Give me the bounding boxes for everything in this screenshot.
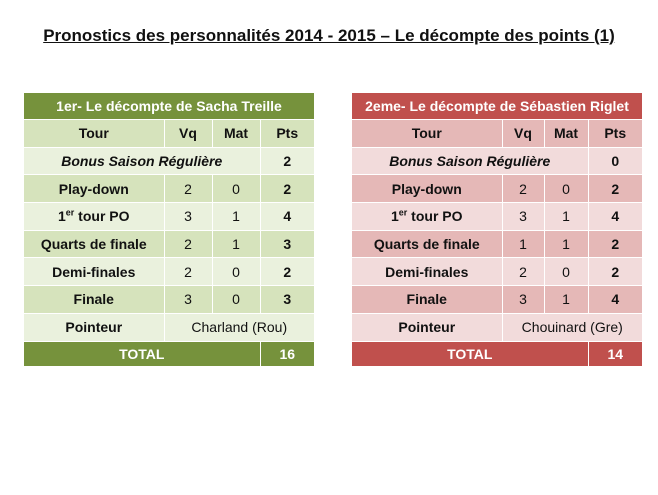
table-row xyxy=(24,203,314,231)
table-row xyxy=(24,258,314,286)
row-pts: 3 xyxy=(260,286,314,314)
bonus-row xyxy=(352,147,642,175)
total-value: 16 xyxy=(260,341,314,366)
total-label: TOTAL xyxy=(352,341,588,366)
col-pts: Pts xyxy=(260,120,314,148)
pointeur-row xyxy=(352,313,642,341)
bonus-pts: 2 xyxy=(260,147,314,175)
row-vq: 2 xyxy=(164,230,212,258)
bonus-label: Bonus Saison Régulière xyxy=(24,147,260,175)
page-title: Pronostics des personnalités 2014 - 2015 – Le décompte des points (1) xyxy=(43,26,615,45)
row-vq: 2 xyxy=(164,175,212,203)
pointeur-value: Chouinard (Gre) xyxy=(502,313,642,341)
table-row xyxy=(352,175,642,203)
ordinal-number: 1 xyxy=(57,208,66,225)
row-vq: 3 xyxy=(502,286,544,314)
score-table-sebastien-riglet xyxy=(352,93,642,366)
row-mat: 1 xyxy=(544,230,588,258)
column-header-row xyxy=(24,120,314,148)
row-mat: 0 xyxy=(544,175,588,203)
table-header-row xyxy=(352,93,642,120)
col-mat: Mat xyxy=(544,120,588,148)
pointeur-label: Pointeur xyxy=(24,313,164,341)
row-mat: 0 xyxy=(212,286,260,314)
table-row xyxy=(24,230,314,258)
table-header: 2eme- Le décompte de Sébastien Riglet xyxy=(352,93,642,120)
row-vq: 3 xyxy=(502,203,544,231)
ordinal-suffix: er xyxy=(398,207,408,218)
pointeur-label: Pointeur xyxy=(352,313,502,341)
row-label: Demi-finales xyxy=(24,258,164,286)
table-row xyxy=(352,203,642,231)
table-header-row xyxy=(24,93,314,120)
row-pts: 3 xyxy=(260,230,314,258)
row-label: Play-down xyxy=(352,175,502,203)
row-mat: 0 xyxy=(212,175,260,203)
col-tour: Tour xyxy=(352,120,502,148)
row-pts: 2 xyxy=(588,230,642,258)
row-mat: 0 xyxy=(544,258,588,286)
pointeur-value: Charland (Rou) xyxy=(164,313,314,341)
col-mat: Mat xyxy=(212,120,260,148)
row-vq: 3 xyxy=(164,203,212,231)
row-label xyxy=(352,203,502,231)
row-vq: 3 xyxy=(164,286,212,314)
ordinal-number: 1 xyxy=(390,208,399,225)
row-label: Quarts de finale xyxy=(24,230,164,258)
pointeur-row xyxy=(24,313,314,341)
row-pts: 2 xyxy=(260,258,314,286)
row-pts: 4 xyxy=(588,286,642,314)
row-label: Finale xyxy=(24,286,164,314)
col-tour: Tour xyxy=(24,120,164,148)
row-label: Play-down xyxy=(24,175,164,203)
total-value: 14 xyxy=(588,341,642,366)
col-vq: Vq xyxy=(164,120,212,148)
table-row xyxy=(352,286,642,314)
row-label: Demi-finales xyxy=(352,258,502,286)
row-label: Quarts de finale xyxy=(352,230,502,258)
row-label: Finale xyxy=(352,286,502,314)
row-mat: 0 xyxy=(212,258,260,286)
table-row xyxy=(24,175,314,203)
row-vq: 2 xyxy=(502,175,544,203)
row-pts: 4 xyxy=(260,203,314,231)
row-vq: 2 xyxy=(164,258,212,286)
bonus-pts: 0 xyxy=(588,147,642,175)
row-pts: 4 xyxy=(588,203,642,231)
score-table-sacha-treille xyxy=(24,93,314,366)
col-vq: Vq xyxy=(502,120,544,148)
row-vq: 1 xyxy=(502,230,544,258)
row-mat: 1 xyxy=(212,203,260,231)
row-mat: 1 xyxy=(544,286,588,314)
row-label xyxy=(24,203,164,231)
row-pts: 2 xyxy=(588,258,642,286)
total-row xyxy=(24,341,314,366)
bonus-row xyxy=(24,147,314,175)
table-row xyxy=(24,286,314,314)
col-pts: Pts xyxy=(588,120,642,148)
row-vq: 2 xyxy=(502,258,544,286)
row-label-text: tour PO xyxy=(411,208,463,225)
table-row xyxy=(352,258,642,286)
row-mat: 1 xyxy=(544,203,588,231)
ordinal-suffix: er xyxy=(65,207,75,218)
table-row xyxy=(352,230,642,258)
row-pts: 2 xyxy=(588,175,642,203)
table-header: 1er- Le décompte de Sacha Treille xyxy=(24,93,314,120)
total-row xyxy=(352,341,642,366)
column-header-row xyxy=(352,120,642,148)
row-pts: 2 xyxy=(260,175,314,203)
bonus-label: Bonus Saison Régulière xyxy=(352,147,588,175)
row-mat: 1 xyxy=(212,230,260,258)
row-label-text: tour PO xyxy=(78,208,130,225)
total-label: TOTAL xyxy=(24,341,260,366)
